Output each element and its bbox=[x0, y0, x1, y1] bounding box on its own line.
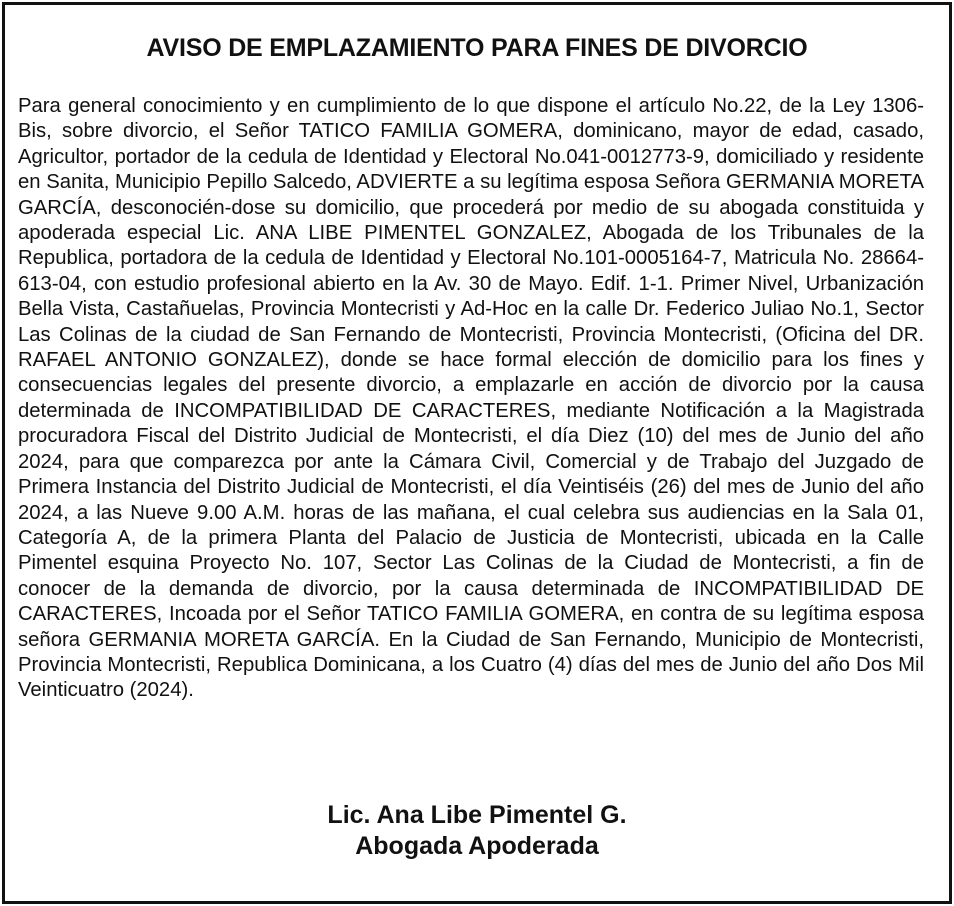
signature-block bbox=[0, 800, 954, 862]
notice-title: AVISO DE EMPLAZAMIENTO PARA FINES DE DIVORCIO bbox=[146, 34, 808, 62]
signature-name: Lic. Ana Libe Pimentel G. bbox=[327, 801, 627, 829]
notice-body: Para general conocimiento y en cumplimiento de lo que dispone el artículo No.22, de la Ley 1306-Bis, sobre divorcio, el Señor TATICO FAMILIA GOMERA, dominicano, mayor de edad, casado, Agricultor, portador de la cedula de Identidad y Electoral No.041-0012773-9, domiciliado y residente en Sanita, Municipio Pepillo Salcedo, ADVIERTE a su legítima esposa Señora GERMANIA MORETA GARCÍA, desconocién-dose su domicilio, que procederá por medio de su abogada constituida y apoderada especial Lic. ANA LIBE PIMENTEL GONZALEZ, Abogada de los Tribunales de la Republica, portadora de la cedula de Identidad y Electoral No.101-0005164-7, Matricula No. 28664-613-04, con estudio profesional abierto en la Av. 30 de Mayo. Edif. 1-1. Primer Nivel, Urbanización Bella Vista, Castañuelas, Provincia Montecristi y Ad-Hoc en la calle Dr. Federico Juliao No.1, Sector Las Colinas de la ciudad de San Fernando de Montecristi, Provincia Montecristi, (Oficina del DR. RAFAEL ANTONIO GONZALEZ), donde se hace formal elección de domicilio para los fines y consecuencias legales del presente divorcio, a emplazarle en acción de divorcio por la causa determinada de INCOMPATIBILIDAD DE CARACTERES, mediante Notificación a la Magistrada procuradora Fiscal del Distrito Judicial de Montecristi, el día Diez (10) del mes de Junio del año 2024, para que comparezca por ante la Cámara Civil, Comercial y de Trabajo del Juzgado de Primera Instancia del Distrito Judicial de Montecristi, el día Veintiséis (26) del mes de Junio del año 2024, a las Nueve 9.00 A.M. horas de las mañana, el cual celebra sus audiencias en la Sala 01, Categoría A, de la primera Planta del Palacio de Justicia de Montecristi, ubicada en la Calle Pimentel esquina Proyecto No. 107, Sector Las Colinas de la Ciudad de Montecristi, a fin de conocer de la demanda de divorcio, por la causa determinada de INCOMPATIBILIDAD DE CARACTERES, Incoada por el Señor TATICO FAMILIA GOMERA, en contra de su legítima esposa señora GERMANIA MORETA GARCÍA. En la Ciudad de San Fernando, Municipio de Montecristi, Provincia Montecristi, Republica Dominicana, a los Cuatro (4) días del mes de Junio del año Dos Mil Veinticuatro (2024). bbox=[18, 95, 924, 702]
signature-role: Abogada Apoderada bbox=[355, 832, 599, 860]
